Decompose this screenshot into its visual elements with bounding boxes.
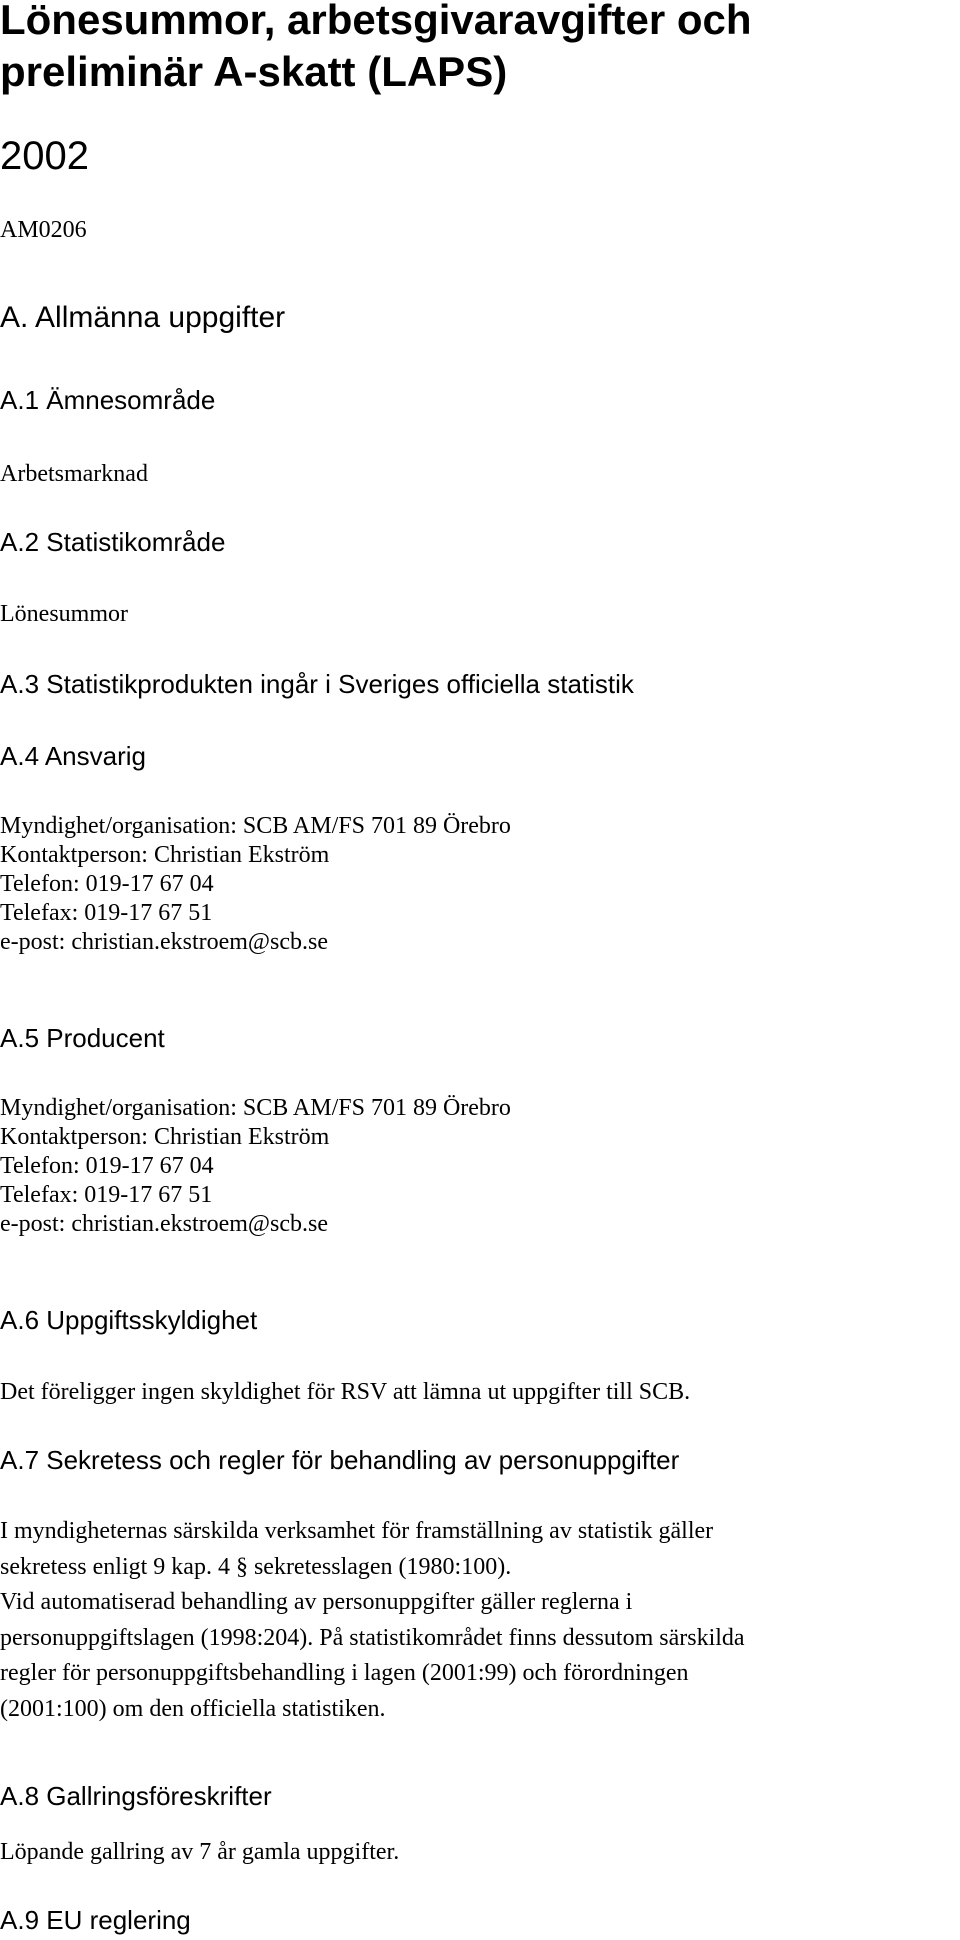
- a7-line-4: personuppgiftslagen (1998:204). På statistikområdet finns dessutom särskilda: [0, 1624, 745, 1651]
- a1-heading: A.1 Ämnesområde: [0, 385, 216, 415]
- section-a-heading: A. Allmänna uppgifter: [0, 301, 286, 334]
- a5-organisation: Myndighet/organisation: SCB AM/FS 701 89 Örebro: [0, 1095, 511, 1121]
- a5-fax: Telefax: 019-17 67 51: [0, 1182, 213, 1208]
- a3-heading: A.3 Statistikprodukten ingår i Sveriges officiella statistik: [0, 669, 634, 699]
- a9-heading: A.9 EU reglering: [0, 1905, 191, 1935]
- a1-text: Arbetsmarknad: [0, 461, 148, 487]
- a7-text-block: [0, 1514, 745, 1727]
- document-year: 2002: [0, 134, 89, 178]
- a7-heading: A.7 Sekretess och regler för behandling av personuppgifter: [0, 1445, 680, 1475]
- a5-phone: Telefon: 019-17 67 04: [0, 1153, 214, 1179]
- a7-line-2: sekretess enligt 9 kap. 4 § sekretesslagen (1980:100).: [0, 1553, 512, 1580]
- a7-line-3: Vid automatiserad behandling av personuppgifter gäller reglerna i: [0, 1589, 633, 1615]
- a4-email: e-post: christian.ekstroem@scb.se: [0, 929, 329, 955]
- a8-text: Löpande gallring av 7 år gamla uppgifter.: [0, 1839, 400, 1865]
- a5-email: e-post: christian.ekstroem@scb.se: [0, 1211, 329, 1237]
- a2-text: Lönesummor: [0, 601, 128, 627]
- a7-line-6: (2001:100) om den officiella statistiken.: [0, 1695, 386, 1722]
- document-code: AM0206: [0, 217, 87, 243]
- a4-heading: A.4 Ansvarig: [0, 741, 146, 771]
- document-title: [0, 0, 752, 98]
- a4-organisation: Myndighet/organisation: SCB AM/FS 701 89 Örebro: [0, 813, 511, 839]
- a4-contact-block: [0, 812, 511, 957]
- a5-contact-person: Kontaktperson: Christian Ekström: [0, 1124, 330, 1150]
- a7-line-5: regler för personuppgiftsbehandling i lagen (2001:99) och förordningen: [0, 1660, 689, 1686]
- a5-contact-block: [0, 1094, 511, 1239]
- a5-heading: A.5 Producent: [0, 1023, 165, 1053]
- a6-text: Det föreligger ingen skyldighet för RSV att lämna ut uppgifter till SCB.: [0, 1379, 691, 1405]
- title-line-1: Lönesummor, arbetsgivaravgifter och: [0, 0, 752, 43]
- title-line-2: preliminär A-skatt (LAPS): [0, 48, 508, 95]
- a4-contact-person: Kontaktperson: Christian Ekström: [0, 842, 330, 868]
- a7-line-1: I myndigheternas särskilda verksamhet för framställning av statistik gäller: [0, 1518, 714, 1544]
- a6-heading: A.6 Uppgiftsskyldighet: [0, 1305, 258, 1335]
- a8-heading: A.8 Gallringsföreskrifter: [0, 1781, 272, 1811]
- a4-fax: Telefax: 019-17 67 51: [0, 900, 213, 926]
- a2-heading: A.2 Statistikområde: [0, 527, 226, 557]
- a4-phone: Telefon: 019-17 67 04: [0, 871, 214, 897]
